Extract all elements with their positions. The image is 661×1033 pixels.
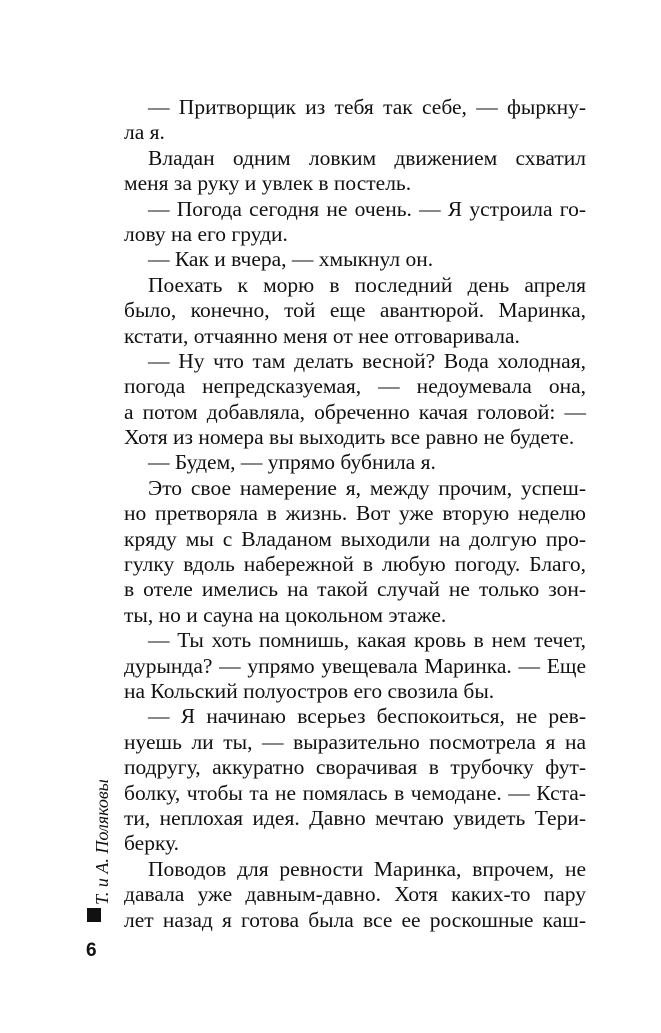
text-line: подругу, аккуратно сворачивая в трубочку фут- bbox=[124, 755, 586, 780]
page-marker-square bbox=[87, 908, 101, 922]
text-line: — Как и вчера, — хмыкнул он. bbox=[148, 247, 434, 272]
text-line: Поехать к морю в последний день апреля bbox=[148, 272, 586, 297]
text-line: ла я. bbox=[124, 120, 165, 145]
text-line: Это свое намерение я, между прочим, успеш- bbox=[148, 475, 586, 500]
text-line: ты, но и сауна на цокольном этаже. bbox=[124, 602, 447, 627]
text-line: Владан одним ловким движением схватил bbox=[148, 145, 586, 170]
text-line: ти, неплохая идея. Давно мечтаю увидеть Тери- bbox=[124, 805, 586, 830]
text-line: кряду мы с Владаном выходили на долгую про- bbox=[124, 526, 586, 551]
text-line: — Ну что там делать весной? Вода холодная, bbox=[148, 348, 586, 373]
page-body-text bbox=[124, 95, 586, 933]
text-line: погода непредсказуемая, — недоумевала она, bbox=[124, 374, 586, 399]
author-running-head: Т. и А. Поляковы bbox=[92, 779, 112, 905]
page-number: 6 bbox=[86, 940, 97, 961]
text-line: — Притворщик из тебя так себе, — фыркну- bbox=[148, 95, 586, 119]
text-line: лет назад я готова была все ее роскошные каш- bbox=[124, 907, 586, 932]
text-line: меня за руку и увлек в постель. bbox=[124, 171, 412, 196]
text-line: дурында? — упрямо увещевала Маринка. — Еще bbox=[124, 653, 586, 678]
text-line: а потом добавляла, обреченно качая головой: — bbox=[124, 399, 586, 424]
text-line: гулку вдоль набережной в любую погоду. Благо, bbox=[124, 552, 586, 577]
text-line: — Будем, — упрямо бубнила я. bbox=[148, 450, 436, 475]
text-line: — Я начинаю всерьез беспокоиться, не рев- bbox=[148, 704, 586, 729]
text-line: Поводов для ревности Маринка, впрочем, не bbox=[148, 856, 586, 881]
text-line: кстати, отчаянно меня от нее отговаривала. bbox=[124, 323, 520, 348]
text-line: в отеле имелись на такой случай не только зон- bbox=[124, 577, 586, 602]
text-line: — Погода сегодня не очень. — Я устроила го- bbox=[148, 196, 586, 221]
text-line: было, конечно, той еще авантюрой. Маринка, bbox=[124, 298, 586, 323]
text-line: лову на его груди. bbox=[124, 221, 288, 246]
text-line: болку, чтобы та не помялась в чемодане. — Кста- bbox=[124, 780, 586, 805]
text-line: давала уже давным-давно. Хотя каких-то пару bbox=[124, 882, 586, 907]
text-line: — Ты хоть помнишь, какая кровь в нем течет, bbox=[148, 628, 586, 653]
text-line: на Кольский полуостров его свозила бы. bbox=[124, 678, 495, 703]
text-line: Хотя из номера вы выходить все равно не будете. bbox=[124, 425, 575, 450]
text-line: но претворяла в жизнь. Вот уже вторую неделю bbox=[124, 501, 586, 526]
text-line: берку. bbox=[124, 831, 180, 856]
text-line: нуешь ли ты, — выразительно посмотрела я на bbox=[124, 729, 586, 754]
